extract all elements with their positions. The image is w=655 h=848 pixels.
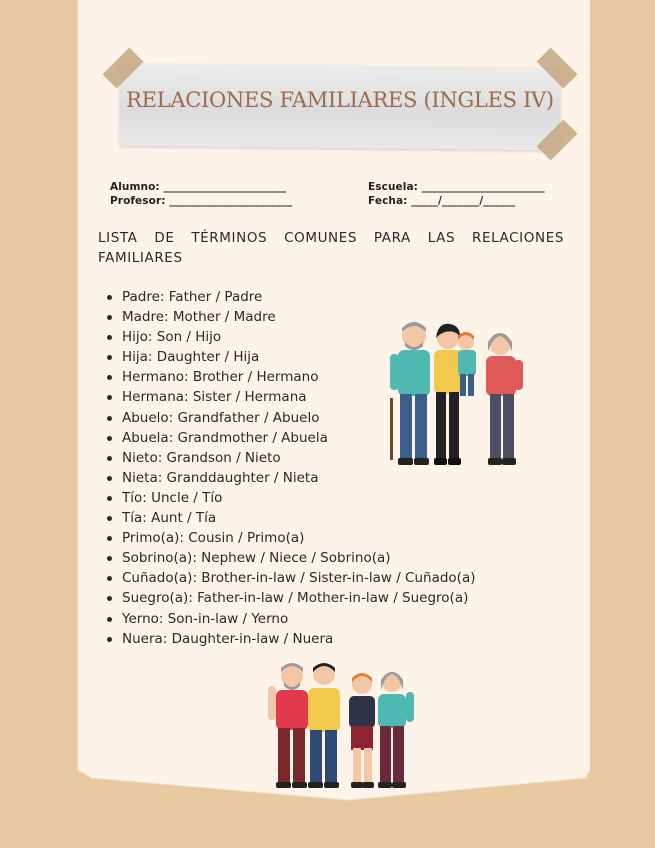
list-item: Padre: Father / Padre (103, 287, 475, 307)
list-item: Abuelo: Grandfather / Abuelo (103, 408, 475, 428)
grandmother-figure (486, 333, 523, 465)
list-item: Hijo: Son / Hijo (103, 327, 475, 347)
list-heading: LISTA DE TÉRMINOS COMUNES PARA LAS RELACIONES FAMILIARES (98, 230, 564, 266)
list-item: Hermana: Sister / Hermana (103, 387, 475, 407)
list-item: Nieta: Granddaughter / Nieta (103, 468, 475, 488)
list-item: Suegro(a): Father-in-law / Mother-in-law / Suegro(a) (103, 588, 475, 608)
list-item: Nuera: Daughter-in-law / Nuera (103, 629, 475, 649)
family-row-illustration (262, 660, 418, 790)
list-item: Tío: Uncle / Tío (103, 488, 475, 508)
list-item: Yerno: Son-in-law / Yerno (103, 609, 475, 629)
father-figure (308, 663, 340, 788)
mother-figure (434, 324, 462, 465)
grandfather-figure (268, 663, 308, 788)
list-item: Sobrino(a): Nephew / Niece / Sobrino(a) (103, 548, 475, 568)
fecha-field: Fecha: _____/_______/______ (368, 195, 516, 207)
boy-figure (349, 673, 375, 788)
escuela-field: Escuela: _______________________ (368, 181, 545, 193)
alumno-field: Alumno: _______________________ (110, 181, 287, 193)
family-group-illustration (378, 318, 534, 470)
page-title: RELACIONES FAMILIARES (INGLES IV) (126, 88, 554, 112)
grandfather-figure (390, 322, 430, 465)
child-figure (458, 332, 476, 396)
list-item: Nieto: Grandson / Nieto (103, 448, 475, 468)
list-item: Hermano: Brother / Hermano (103, 367, 475, 387)
grandmother-figure (378, 672, 414, 788)
list-item: Cuñado(a): Brother-in-law / Sister-in-law / Cuñado(a) (103, 568, 475, 588)
list-item: Tía: Aunt / Tía (103, 508, 475, 528)
list-item: Primo(a): Cousin / Primo(a) (103, 528, 475, 548)
profesor-field: Profesor: _______________________ (110, 195, 293, 207)
list-item: Hija: Daughter / Hija (103, 347, 475, 367)
list-item: Madre: Mother / Madre (103, 307, 475, 327)
list-item: Abuela: Grandmother / Abuela (103, 428, 475, 448)
